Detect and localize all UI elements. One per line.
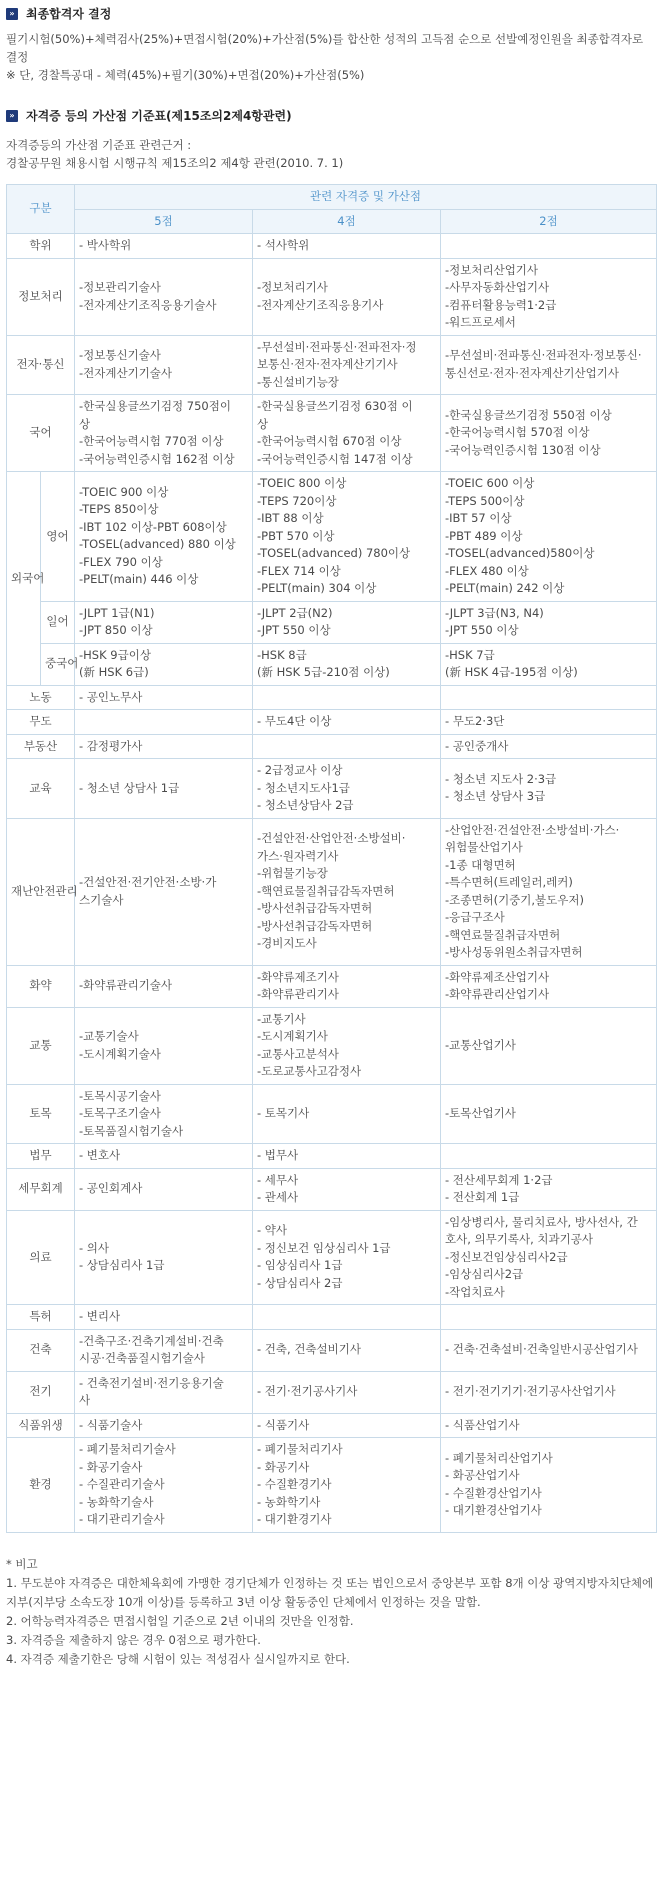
row-subcategory: 중국어	[41, 643, 75, 685]
cell-line: -국어능력인증시험 162점 이상	[79, 451, 235, 466]
cell-c5	[75, 234, 253, 259]
cell-c4	[253, 1168, 441, 1210]
cell-line: - 변리사	[79, 1309, 121, 1323]
cell-c2	[441, 1210, 657, 1305]
cell-line: -통신설비기능장	[257, 374, 339, 389]
table-row	[7, 818, 657, 965]
cell-line: - 수질환경기사	[257, 1477, 332, 1491]
row-category: 환경	[7, 1438, 75, 1533]
cell-line: -FLEX 714 이상	[257, 563, 341, 578]
cell-c2	[441, 472, 657, 602]
section-bonus-table	[0, 106, 663, 126]
cell-line: -JPT 850 이상	[79, 623, 153, 637]
cell-line: - 2급정교사 이상	[257, 763, 343, 777]
note-item: 4. 자격증 제출기한은 당해 시험이 있는 적성검사 실시일까지로 한다.	[6, 1651, 350, 1666]
cell-c2	[441, 759, 657, 819]
cell-line: 통신선로·전자·전자계산기산업기사	[445, 365, 619, 380]
cell-line: -정보처리산업기사	[445, 262, 539, 277]
cell-c5	[75, 1210, 253, 1305]
cell-c4	[253, 759, 441, 819]
cell-line: -FLEX 790 이상	[79, 554, 163, 569]
cell-c5	[75, 1305, 253, 1330]
cell-c2	[441, 643, 657, 685]
row-group-label: 외국어	[7, 472, 41, 686]
cell-line: -정신보건임상심리사2급	[445, 1249, 568, 1264]
cell-line: -정보통신기술사	[79, 348, 161, 363]
cell-line: - 약사	[257, 1223, 288, 1238]
bonus-points-table	[6, 184, 657, 1533]
row-category: 무도	[7, 710, 75, 735]
final-pass-text	[0, 24, 663, 84]
table-row	[7, 759, 657, 819]
cell-line: - 토목기사	[257, 1106, 310, 1120]
table-row	[7, 1438, 657, 1533]
row-category: 학위	[7, 234, 75, 259]
cell-line: - 대기환경기사	[257, 1512, 332, 1526]
cell-line: - 감정평가사	[79, 738, 143, 753]
note-item: 3. 자격증을 제출하지 않은 경우 0점으로 평가한다.	[6, 1632, 261, 1647]
cell-line: -교통기사	[257, 1011, 306, 1026]
cell-c5	[75, 258, 253, 335]
cell-c5	[75, 1329, 253, 1371]
cell-line: -전자계산기조직응용기사	[257, 297, 384, 312]
cell-line: - 공인노무사	[79, 689, 143, 704]
cell-line: -무선설비·전파통신·전파전자·정보통신·	[445, 348, 642, 363]
cell-c4	[253, 1305, 441, 1330]
row-category: 전자·통신	[7, 335, 75, 395]
cell-line: - 폐기물처리산업기사	[445, 1450, 553, 1465]
row-subcategory: 영어	[41, 472, 75, 602]
double-chevron-right-icon: »	[6, 8, 18, 20]
cell-c4	[253, 1413, 441, 1438]
cell-line: -무선설비·전파통신·전파전자·정	[257, 339, 417, 354]
header-category: 구분	[7, 185, 75, 234]
paragraph: 자격증등의 가산점 기준표 관련근거 :	[6, 138, 192, 152]
cell-line: -작업치료사	[445, 1284, 505, 1299]
cell-line: - 청소년 상담사 1급	[79, 780, 180, 795]
cell-line: -토목산업기사	[445, 1106, 516, 1120]
cell-line: 시공·건축품질시험기술사	[79, 1351, 205, 1365]
cell-line: -PELT(main) 304 이상	[257, 581, 377, 595]
cell-line: - 화공기술사	[79, 1459, 143, 1474]
cell-line: -컴퓨터활용능력1·2급	[445, 297, 557, 312]
cell-line: -전자계산기조직응용기술사	[79, 297, 217, 312]
cell-line: -방사선취급감독자면허	[257, 901, 373, 916]
cell-line: - 식품산업기사	[445, 1417, 520, 1432]
cell-line: -HSK 7급	[445, 647, 495, 662]
cell-line: - 농화학기사	[257, 1494, 321, 1509]
cell-c5	[75, 1371, 253, 1413]
row-category: 특허	[7, 1305, 75, 1330]
cell-line: -TOEIC 600 이상	[445, 476, 535, 490]
cell-line: - 전산회계 1급	[445, 1190, 520, 1204]
notes	[0, 1533, 663, 1669]
cell-line: (新 HSK 5급-210점 이상)	[257, 665, 390, 679]
cell-line: -국어능력인증시험 130점 이상	[445, 442, 601, 457]
cell-line: - 박사학위	[79, 238, 132, 252]
cell-c2	[441, 395, 657, 472]
cell-c4	[253, 1329, 441, 1371]
cell-c4	[253, 685, 441, 710]
cell-c5	[75, 601, 253, 643]
cell-line: - 상담심리사 1급	[79, 1258, 165, 1273]
row-subcategory: 일어	[41, 601, 75, 643]
header-5pt: 5점	[75, 209, 253, 234]
cell-line: -PBT 570 이상	[257, 528, 335, 543]
cell-line: -도로교통사고감정사	[257, 1064, 362, 1078]
cell-line: - 건축·건축설비·건축일반시공산업기사	[445, 1342, 638, 1357]
cell-c5	[75, 395, 253, 472]
cell-c5	[75, 965, 253, 1007]
paragraph: ※ 단, 경찰특공대 - 체력(45%)+필기(30%)+면접(20%)+가산점(5%)	[6, 68, 365, 82]
cell-c4	[253, 1438, 441, 1533]
cell-c2	[441, 335, 657, 395]
cell-c2	[441, 685, 657, 710]
cell-c5	[75, 710, 253, 735]
row-category: 건축	[7, 1329, 75, 1371]
cell-line: -교통기술사	[79, 1029, 139, 1043]
row-category: 정보처리	[7, 258, 75, 335]
cell-c5	[75, 1413, 253, 1438]
cell-line: -정보처리기사	[257, 280, 328, 294]
row-category: 부동산	[7, 734, 75, 759]
cell-c2	[441, 1168, 657, 1210]
note-item: 1. 무도분야 자격증은 대한체육회에 가맹한 경기단체가 인정하는 것 또는 법인으로서 중앙본부 포함 8개 이상 광역지방자치단체에 지부(지부당 소속도장 10개 이상)를 등록하고 3년 이상 활동중인 단체에서 인정하는 것을 말함.	[6, 1575, 654, 1609]
cell-line: -JPT 550 이상	[445, 623, 519, 637]
cell-line: -건설안전·전기안전·소방·가	[79, 875, 217, 889]
cell-line: -TOEIC 900 이상	[79, 484, 169, 499]
table-row	[7, 734, 657, 759]
row-category: 교육	[7, 759, 75, 819]
cell-line: - 대기환경산업기사	[445, 1503, 542, 1518]
header-4pt: 4점	[253, 209, 441, 234]
cell-c4	[253, 1371, 441, 1413]
cell-c2	[441, 1371, 657, 1413]
cell-line: -한국실용글쓰기검정 750점이	[79, 399, 231, 413]
cell-line: -조종면허(기중기,불도우저)	[445, 892, 584, 907]
cell-line: 상	[257, 416, 269, 431]
row-category: 재난안전관리	[7, 818, 75, 965]
cell-line: -TOEIC 800 이상	[257, 476, 347, 490]
cell-line: -특수면허(트레일러,레커)	[445, 875, 573, 889]
cell-c4	[253, 734, 441, 759]
row-category: 법무	[7, 1144, 75, 1169]
notes-title: * 비고	[6, 1556, 38, 1571]
cell-line: -JLPT 2급(N2)	[257, 605, 333, 620]
cell-line: - 청소년 상담사 3급	[445, 789, 546, 804]
row-category: 화약	[7, 965, 75, 1007]
cell-line: -도시계획기술사	[79, 1046, 161, 1061]
cell-c4	[253, 472, 441, 602]
table-body	[7, 234, 657, 1533]
cell-line: - 전기·전기공사기사	[257, 1384, 358, 1399]
section-final-pass	[0, 4, 663, 24]
cell-c4	[253, 818, 441, 965]
cell-line: 가스·원자력기사	[257, 848, 339, 863]
cell-c5	[75, 1168, 253, 1210]
cell-line: - 석사학위	[257, 238, 310, 252]
cell-line: - 수질환경산업기사	[445, 1485, 542, 1500]
cell-line: -PBT 489 이상	[445, 528, 523, 543]
cell-c5	[75, 1144, 253, 1169]
cell-line: -도시계획기사	[257, 1029, 328, 1043]
cell-c4	[253, 965, 441, 1007]
cell-line: -토목품질시험기술사	[79, 1123, 184, 1138]
header-2pt: 2점	[441, 209, 657, 234]
cell-c2	[441, 1305, 657, 1330]
table-row	[7, 472, 657, 602]
table-row	[7, 1305, 657, 1330]
cell-line: -TOSEL(advanced) 880 이상	[79, 537, 236, 552]
cell-line: -한국어능력시험 570점 이상	[445, 425, 590, 440]
cell-line: - 대기관리기술사	[79, 1512, 165, 1526]
cell-line: - 변호사	[79, 1148, 121, 1162]
cell-line: - 청소년상담사 2급	[257, 798, 354, 812]
cell-c4	[253, 234, 441, 259]
table-row	[7, 710, 657, 735]
cell-line: -방사성동위원소취급자면허	[445, 945, 583, 959]
cell-line: -건설안전·산업안전·소방설비·	[257, 831, 406, 846]
cell-line: -위험물기능장	[257, 866, 328, 881]
cell-c5	[75, 1438, 253, 1533]
cell-line: -화약류관리산업기사	[445, 987, 550, 1001]
cell-line: -FLEX 480 이상	[445, 563, 529, 578]
cell-line: -사무자동화산업기사	[445, 280, 550, 294]
cell-line: -토목구조기술사	[79, 1106, 161, 1120]
cell-line: -JLPT 1급(N1)	[79, 605, 155, 620]
cell-c4	[253, 335, 441, 395]
cell-c4	[253, 1144, 441, 1169]
cell-line: 위험물산업기사	[445, 840, 523, 854]
table-row	[7, 1329, 657, 1371]
table-row	[7, 395, 657, 472]
cell-line: -워드프로세서	[445, 315, 516, 329]
cell-line: -TEPS 500이상	[445, 493, 525, 508]
cell-line: -한국실용글쓰기검정 550점 이상	[445, 407, 612, 422]
cell-c2	[441, 710, 657, 735]
cell-line: -한국어능력시험 670점 이상	[257, 434, 402, 448]
cell-line: - 농화학기술사	[79, 1494, 154, 1509]
cell-line: 사	[79, 1393, 91, 1407]
cell-c4	[253, 1210, 441, 1305]
cell-line: - 의사	[79, 1240, 110, 1255]
cell-c4	[253, 643, 441, 685]
cell-c4	[253, 395, 441, 472]
cell-line: - 화공산업기사	[445, 1468, 520, 1483]
row-category: 의료	[7, 1210, 75, 1305]
cell-line: -응급구조사	[445, 910, 505, 924]
header-group: 관련 자격증 및 가산점	[75, 185, 657, 210]
cell-c2	[441, 1007, 657, 1084]
cell-line: -TOSEL(advanced)580이상	[445, 546, 595, 560]
cell-line: - 관세사	[257, 1190, 299, 1204]
row-category: 국어	[7, 395, 75, 472]
cell-line: - 화공기사	[257, 1459, 310, 1474]
cell-line: - 공인중개사	[445, 738, 509, 753]
cell-line: -정보관리기술사	[79, 280, 161, 294]
cell-c4	[253, 710, 441, 735]
cell-line: - 전기·전기기기·전기공사산업기사	[445, 1384, 616, 1399]
cell-c5	[75, 643, 253, 685]
cell-line: - 폐기물처리기사	[257, 1442, 343, 1456]
cell-line: - 전산세무회계 1·2급	[445, 1172, 553, 1187]
cell-c5	[75, 1007, 253, 1084]
cell-line: -경비지도사	[257, 936, 317, 951]
table-row	[7, 965, 657, 1007]
cell-line: - 세무사	[257, 1172, 299, 1187]
cell-line: -1종 대형면허	[445, 857, 516, 872]
cell-line: -국어능력인증시험 147점 이상	[257, 451, 413, 466]
double-chevron-right-icon: »	[6, 110, 18, 122]
cell-line: - 청소년 지도사 2·3급	[445, 771, 557, 786]
bonus-basis-text	[0, 126, 663, 172]
table-row	[7, 1210, 657, 1305]
cell-line: - 수질관리기술사	[79, 1477, 165, 1491]
cell-c2	[441, 818, 657, 965]
cell-line: -산업안전·건설안전·소방설비·가스·	[445, 822, 620, 837]
row-category: 노동	[7, 685, 75, 710]
cell-line: - 정신보건 임상심리사 1급	[257, 1240, 391, 1255]
cell-line: -건축구조·건축기계설비·건축	[79, 1333, 224, 1348]
cell-line: -교통사고분석사	[257, 1046, 339, 1061]
cell-line: (新 HSK 4급-195점 이상)	[445, 665, 578, 679]
table-row	[7, 643, 657, 685]
cell-c5	[75, 734, 253, 759]
cell-line: - 법무사	[257, 1148, 299, 1162]
table-row	[7, 1144, 657, 1169]
cell-line: -핵연료물질취급자면허	[445, 927, 561, 942]
cell-c2	[441, 1144, 657, 1169]
cell-line: - 무도4단 이상	[257, 714, 332, 728]
note-item: 2. 어학능력자격증은 면접시험일 기준으로 2년 이내의 것만을 인정함.	[6, 1613, 354, 1628]
cell-line: -화약류관리기사	[257, 987, 339, 1001]
table-row	[7, 1413, 657, 1438]
cell-line: - 폐기물처리기술사	[79, 1442, 176, 1456]
cell-line: -TEPS 850이상	[79, 502, 159, 517]
cell-line: -임상심리사2급	[445, 1267, 524, 1281]
row-category: 세무회계	[7, 1168, 75, 1210]
cell-c2	[441, 734, 657, 759]
cell-line: -TEPS 720이상	[257, 493, 337, 508]
cell-c4	[253, 1084, 441, 1144]
cell-line: -IBT 102 이상-PBT 608이상	[79, 519, 227, 534]
cell-c4	[253, 601, 441, 643]
cell-line: -화약류제조산업기사	[445, 969, 550, 984]
section-title: 자격증 등의 가산점 기준표(제15조의2제4항관련)	[26, 109, 292, 123]
cell-line: -JLPT 3급(N3, N4)	[445, 605, 544, 620]
table-row	[7, 1168, 657, 1210]
cell-line: - 임상심리사 1급	[257, 1258, 343, 1273]
cell-line: -IBT 57 이상	[445, 511, 512, 525]
table-row	[7, 685, 657, 710]
cell-line: (新 HSK 6급)	[79, 665, 149, 679]
row-category: 교통	[7, 1007, 75, 1084]
cell-line: -JPT 550 이상	[257, 623, 331, 637]
cell-line: -HSK 9급이상	[79, 647, 151, 662]
cell-line: - 건축, 건축설비기사	[257, 1342, 361, 1357]
cell-c2	[441, 1413, 657, 1438]
cell-c2	[441, 1329, 657, 1371]
paragraph: 경찰공무원 채용시험 시행규칙 제15조의2 제4항 관련(2010. 7. 1)	[6, 156, 344, 170]
table-row	[7, 1084, 657, 1144]
cell-line: - 식품기사	[257, 1417, 310, 1432]
cell-c5	[75, 1084, 253, 1144]
table-row	[7, 601, 657, 643]
cell-line: -핵연료물질취급감독자면허	[257, 883, 395, 898]
cell-line: -PELT(main) 446 이상	[79, 572, 199, 587]
cell-c5	[75, 818, 253, 965]
cell-line: - 상담심리사 2급	[257, 1275, 343, 1290]
cell-c2	[441, 258, 657, 335]
cell-line: -토목시공기술사	[79, 1088, 161, 1103]
cell-line: -한국어능력시험 770점 이상	[79, 434, 224, 448]
cell-line: - 무도2·3단	[445, 714, 505, 728]
row-category: 토목	[7, 1084, 75, 1144]
cell-line: -화약류제조기사	[257, 969, 339, 984]
cell-line: -한국실용글쓰기검정 630점 이	[257, 399, 413, 413]
cell-c5	[75, 472, 253, 602]
cell-c2	[441, 1084, 657, 1144]
cell-line: -PELT(main) 242 이상	[445, 581, 565, 595]
cell-c4	[253, 1007, 441, 1084]
cell-line: 스기술사	[79, 892, 124, 907]
cell-line: -HSK 8급	[257, 647, 307, 662]
cell-c2	[441, 234, 657, 259]
cell-line: -전자계산기기술사	[79, 365, 173, 380]
cell-c2	[441, 965, 657, 1007]
row-category: 식품위생	[7, 1413, 75, 1438]
cell-line: - 공인회계사	[79, 1181, 143, 1196]
cell-line: 보통신·전자·전자계산기기사	[257, 357, 398, 371]
cell-c5	[75, 685, 253, 710]
cell-line: - 식품기술사	[79, 1417, 143, 1432]
table-row	[7, 234, 657, 259]
cell-line: - 건축전기설비·전기응용기술	[79, 1375, 224, 1390]
cell-c2	[441, 601, 657, 643]
cell-line: -TOSEL(advanced) 780이상	[257, 546, 411, 560]
table-row	[7, 258, 657, 335]
cell-line: 상	[79, 416, 91, 431]
cell-c5	[75, 335, 253, 395]
table-row	[7, 1371, 657, 1413]
paragraph: 필기시험(50%)+체력검사(25%)+면접시험(20%)+가산점(5%)를 합산한 성적의 고득점 순으로 선발예정인원을 최종합격자로 결정	[6, 32, 644, 64]
cell-c2	[441, 1438, 657, 1533]
cell-line: -임상병리사, 물리치료사, 방사선사, 간	[445, 1214, 638, 1229]
table-row	[7, 335, 657, 395]
row-category: 전기	[7, 1371, 75, 1413]
table-row	[7, 1007, 657, 1084]
cell-line: -IBT 88 이상	[257, 511, 324, 525]
cell-line: -교통산업기사	[445, 1037, 516, 1052]
cell-line: -방사선취급감독자면허	[257, 918, 373, 933]
cell-c5	[75, 759, 253, 819]
cell-c4	[253, 258, 441, 335]
section-title: 최종합격자 결정	[26, 7, 112, 21]
cell-line: - 청소년지도사1급	[257, 780, 350, 795]
cell-line: 호사, 의무기록사, 치과기공사	[445, 1232, 593, 1246]
cell-line: -화약류관리기술사	[79, 978, 173, 993]
